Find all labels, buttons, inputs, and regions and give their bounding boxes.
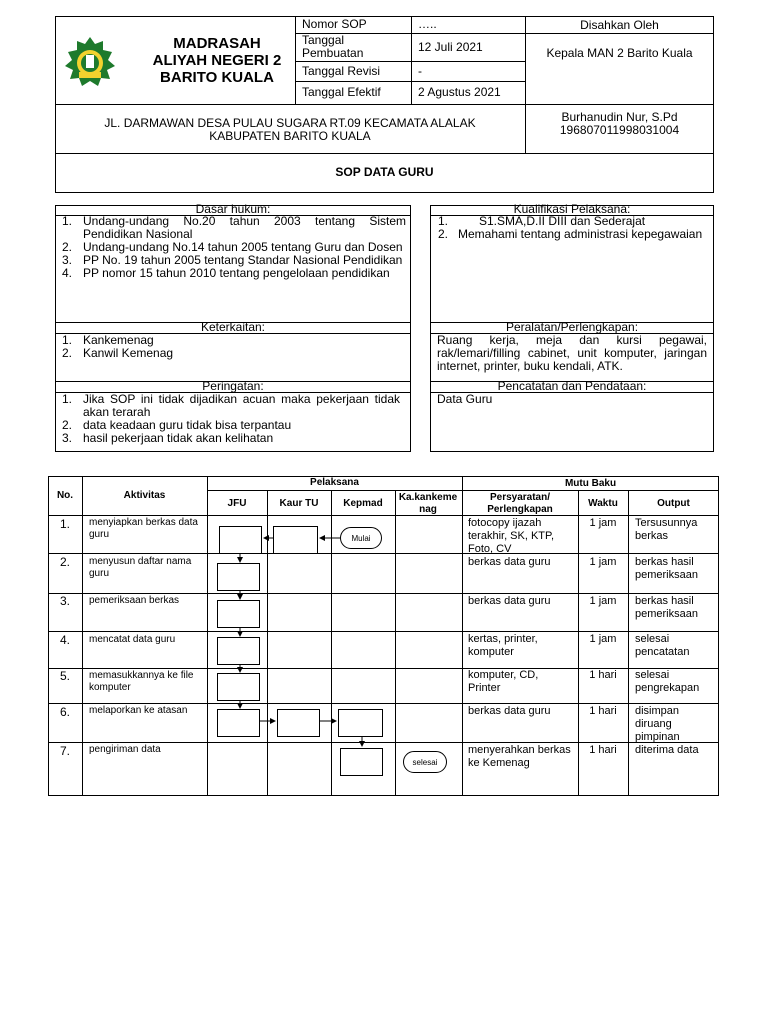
table-row-output: berkas hasil pemeriksaan bbox=[635, 595, 698, 620]
flow-end-oval: selesai bbox=[403, 751, 447, 773]
list-item: 1. Kankemenag bbox=[62, 333, 154, 347]
table-row-no: 1. bbox=[59, 517, 70, 531]
table-row-no: 6. bbox=[59, 705, 70, 719]
col-header-pelaksana: Pelaksana bbox=[310, 477, 359, 488]
table-row-waktu: 1 jam bbox=[589, 595, 617, 607]
col-header-persyaratan: Persyaratan/ Perlengkapan bbox=[487, 492, 553, 515]
table-row-output: disimpan diruang pimpinan bbox=[635, 705, 680, 743]
col-header-aktivitas: Aktivitas bbox=[123, 490, 166, 501]
table-row-no: 4. bbox=[59, 633, 70, 647]
col-header-no: No. bbox=[56, 490, 74, 501]
list-item: 1. Undang-undang No.20 tahun 2003 tentang Sistem Pendidikan Nasional bbox=[62, 214, 406, 241]
label-nomor-sop: Nomor SOP bbox=[302, 17, 367, 31]
value-nomor-sop: ….. bbox=[418, 17, 437, 31]
col-header-kakankemenag: Ka.kankeme nag bbox=[398, 492, 458, 515]
list-item: 2. Kanwil Kemenag bbox=[62, 346, 174, 360]
table-row-output: berkas hasil pemeriksaan bbox=[635, 556, 698, 581]
table-row-persyaratan: komputer, CD, Printer bbox=[468, 669, 539, 694]
table-row-output: Tersusunnya berkas bbox=[635, 517, 698, 542]
table-row-no: 2. bbox=[59, 555, 70, 569]
approver-name: Burhanudin Nur, S.Pd bbox=[561, 110, 678, 124]
list-item: 1. Jika SOP ini tidak dijadikan acuan maka pekerjaan tidak akan terarah bbox=[62, 392, 400, 419]
table-row-waktu: 1 jam bbox=[589, 633, 617, 645]
table-row-aktivitas: pemeriksaan berkas bbox=[89, 595, 180, 606]
list-item: 4. PP nomor 15 tahun 2010 tentang pengelolaan pendidikan bbox=[62, 266, 390, 280]
label-disahkan: Disahkan Oleh bbox=[580, 18, 659, 32]
list-item: 2. data keadaan guru tidak bisa terpantau bbox=[62, 418, 292, 432]
table-row-aktivitas: menyiapkan berkas data guru bbox=[89, 517, 198, 540]
table-row-waktu: 1 hari bbox=[589, 669, 617, 681]
table-row-persyaratan: berkas data guru bbox=[468, 556, 551, 568]
list-item: 3. PP No. 19 tahun 2005 tentang Standar Nasional Pendidikan bbox=[62, 253, 403, 267]
kualifikasi-title: Kualifikasi Pelaksana: bbox=[513, 202, 631, 216]
col-header-mutu-baku: Mutu Baku bbox=[564, 478, 617, 489]
col-header-jfu: JFU bbox=[227, 498, 247, 509]
table-row-output: selesai pencatatan bbox=[635, 633, 690, 658]
value-tanggal-efektif: 2 Agustus 2021 bbox=[418, 85, 501, 99]
table-row-waktu: 1 hari bbox=[589, 705, 617, 717]
table-row-aktivitas: memasukkannya ke file komputer bbox=[89, 670, 194, 693]
list-item: 3. hasil pekerjaan tidak akan kelihatan bbox=[62, 431, 274, 445]
dasar-hukum-title: Dasar hukum: bbox=[195, 202, 271, 216]
table-row-no: 3. bbox=[59, 594, 70, 608]
peringatan-title: Peringatan: bbox=[202, 379, 264, 393]
label-tanggal-efektif: Tanggal Efektif bbox=[302, 85, 381, 99]
flow-start-oval: Mulai bbox=[340, 527, 382, 549]
institution-address: JL. DARMAWAN DESA PULAU SUGARA RT.09 KECAMATA ALALAK KABUPATEN BARITO KUALA bbox=[104, 116, 476, 143]
table-row-output: selesai pengrekapan bbox=[635, 669, 700, 694]
peralatan-title: Peralatan/Perlengkapan: bbox=[505, 320, 639, 334]
col-header-kaur-tu: Kaur TU bbox=[279, 498, 319, 509]
label-tanggal-pembuatan: Tanggal Pembuatan bbox=[302, 33, 364, 60]
list-item: 2. Undang-undang No.14 tahun 2005 tentang Guru dan Dosen bbox=[62, 240, 403, 254]
table-row-output: diterima data bbox=[635, 744, 699, 756]
col-header-kepmad: Kepmad bbox=[343, 498, 383, 509]
pencatatan-text: Data Guru bbox=[437, 392, 493, 406]
table-row-aktivitas: mencatat data guru bbox=[89, 634, 176, 645]
col-header-output: Output bbox=[657, 498, 690, 509]
table-row-persyaratan: menyerahkan berkas ke Kemenag bbox=[468, 744, 571, 769]
list-item: 2. Memahami tentang administrasi kepegawaian bbox=[438, 227, 703, 241]
list-item: 1. S1.SMA,D.II DIII dan Sederajat bbox=[438, 214, 646, 228]
value-tanggal-revisi: - bbox=[418, 64, 422, 78]
value-tanggal-pembuatan: 12 Juli 2021 bbox=[418, 40, 483, 54]
col-header-waktu: Waktu bbox=[588, 498, 618, 509]
table-row-persyaratan: fotocopy ijazah terakhir, SK, KTP, Foto, CV bbox=[468, 517, 555, 555]
table-row-waktu: 1 hari bbox=[589, 744, 617, 756]
table-row-no: 7. bbox=[59, 744, 70, 758]
approver-nip: 196807011998031004 bbox=[559, 123, 680, 137]
table-row-aktivitas: melaporkan ke atasan bbox=[89, 705, 188, 716]
table-row-persyaratan: berkas data guru bbox=[468, 595, 551, 607]
keterkaitan-title: Keterkaitan: bbox=[200, 320, 266, 334]
pencatatan-title: Pencatatan dan Pendataan: bbox=[497, 379, 647, 393]
table-row-aktivitas: menyusun daftar nama guru bbox=[89, 556, 192, 579]
table-row-waktu: 1 jam bbox=[589, 517, 617, 529]
approver-title: Kepala MAN 2 Barito Kuala bbox=[546, 46, 693, 60]
institution-name: MADRASAH ALIYAH NEGERI 2 BARITO KUALA bbox=[152, 35, 282, 86]
peralatan-text: Ruang kerja, meja dan kursi pegawai, rak/lemari/filling cabinet, unit komputer, jaringan internet, printer, buku kendali, ATK. bbox=[437, 333, 707, 373]
table-row-waktu: 1 jam bbox=[589, 556, 617, 568]
label-tanggal-revisi: Tanggal Revisi bbox=[302, 64, 381, 78]
sop-title: SOP DATA GURU bbox=[335, 165, 434, 179]
table-row-persyaratan: berkas data guru bbox=[468, 705, 551, 717]
table-row-no: 5. bbox=[59, 669, 70, 683]
table-row-aktivitas: pengiriman data bbox=[89, 744, 161, 755]
table-row-persyaratan: kertas, printer, komputer bbox=[468, 633, 538, 658]
